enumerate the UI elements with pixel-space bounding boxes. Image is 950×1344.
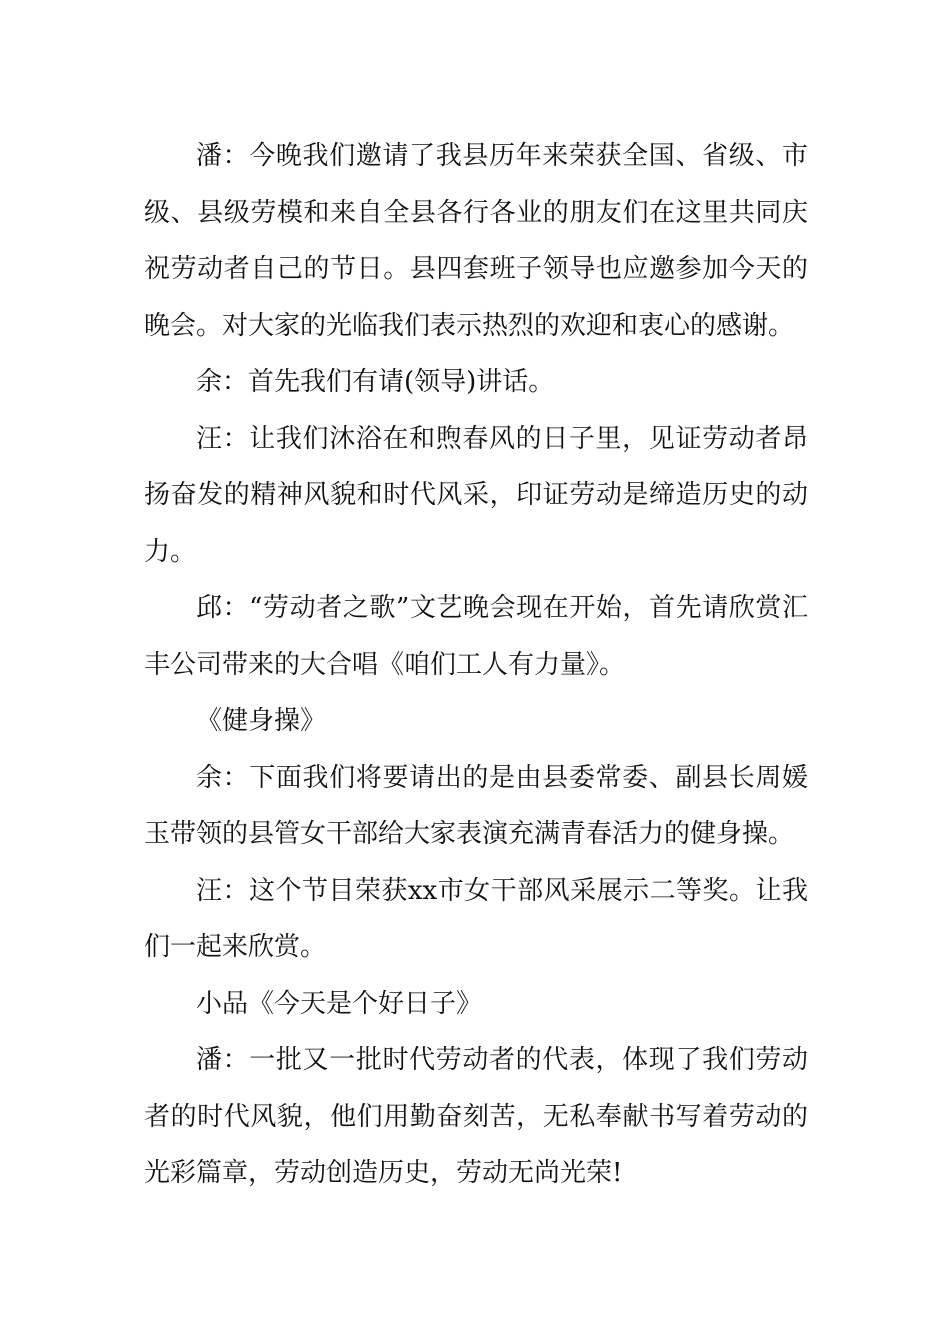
paragraph-pan-workers: 潘：一批又一批时代劳动者的代表，体现了我们劳动者的时代风貌，他们用勤奋刻苦，无私奉献书写着劳动的光彩篇章，劳动创造历史，劳动无尚光荣! <box>144 1045 808 1188</box>
paragraph-wang-spring-wind: 汪：让我们沐浴在和煦春风的日子里，见证劳动者昂扬奋发的精神风貌和时代风采，印证劳动是缔造历史的动力。 <box>144 423 808 567</box>
paragraph-qiu-opening: 邱：“劳动者之歌”文艺晚会现在开始，首先请欣赏汇丰公司带来的大合唱《咱们工人有力量》。 <box>144 593 808 680</box>
program-title-sketch: 小品《今天是个好日子》 <box>196 988 483 1019</box>
paragraph-yu-fitness-intro: 余：下面我们将要请出的是由县委常委、副县长周媛玉带领的县管女干部给大家表演充满青春活力的健身操。 <box>144 762 808 849</box>
document-body <box>144 128 808 1202</box>
paragraph-wang-award: 汪：这个节目荣获xx市女干部风采展示二等奖。让我们一起来欣赏。 <box>144 875 808 962</box>
program-title-fitness: 《健身操》 <box>196 706 327 736</box>
paragraph-pan-welcome: 潘：今晚我们邀请了我县历年来荣获全国、省级、市级、县级劳模和来自全县各行各业的朋友们在这里共同庆祝劳动者自己的节日。县四套班子领导也应邀参加今天的晚会。对大家的光临我们表示热烈的欢迎和衷心的感谢。 <box>144 141 808 341</box>
paragraph-yu-invite-speech: 余：首先我们有请(领导)讲话。 <box>196 367 555 397</box>
